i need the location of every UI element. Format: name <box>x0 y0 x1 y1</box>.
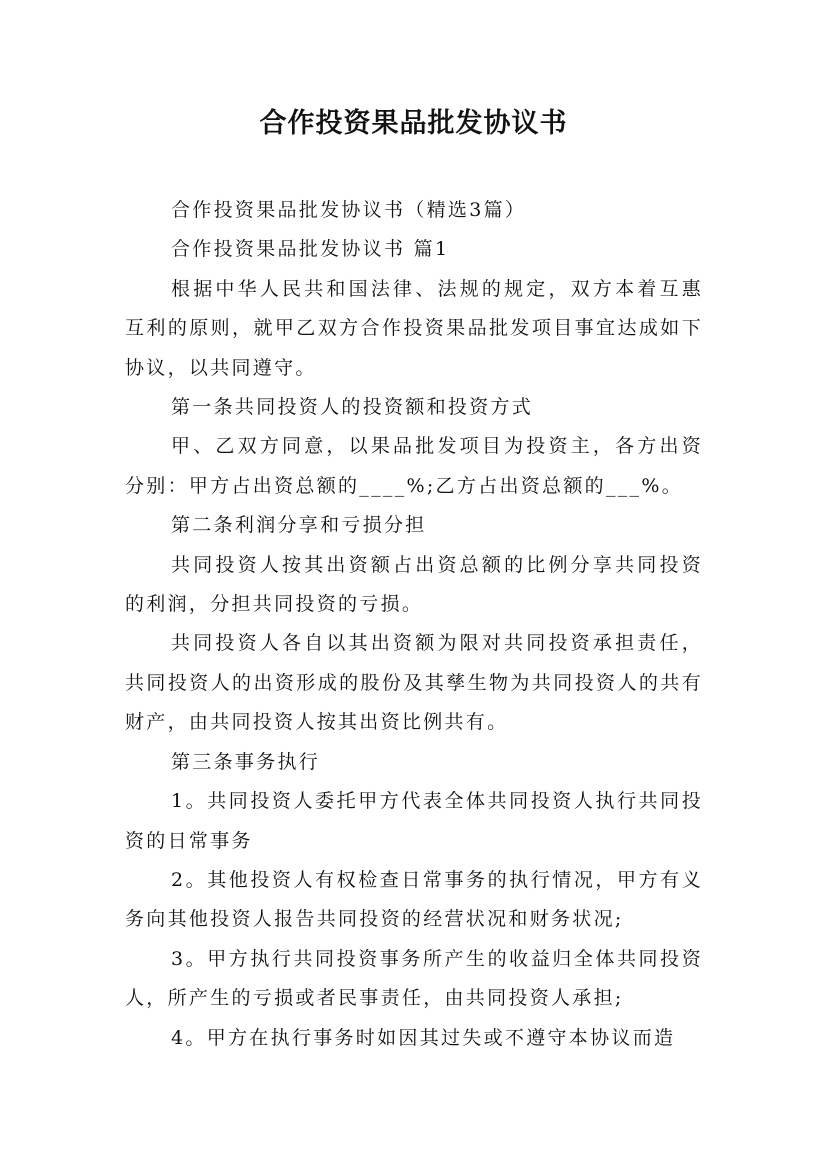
paragraph: 根据中华人民共和国法律、法规的规定，双方本着互惠互利的原则，就甲乙双方合作投资果品批发项目事宜达成如下协议，以共同遵守。 <box>125 277 703 379</box>
list-item: 3。甲方执行共同投资事务所产生的收益归全体共同投资人，所产生的亏损或者民事责任，由共同投资人承担; <box>125 947 703 1010</box>
paragraph-section-heading: 合作投资果品批发协议书 篇1 <box>171 238 450 261</box>
paragraph-subtitle: 合作投资果品批发协议书（精选3篇） <box>171 199 527 221</box>
list-item: 1。共同投资人委托甲方代表全体共同投资人执行共同投资的日常事务 <box>125 790 703 852</box>
list-item: 4。甲方在执行事务时如因其过失或不遵守本协议而造 <box>171 1026 676 1049</box>
paragraph: 共同投资人各自以其出资额为限对共同投资承担责任，共同投资人的出资形成的股份及其孳生物为共同投资人的共有财产，由共同投资人按其出资比例共有。 <box>125 632 703 734</box>
article-heading: 第三条事务执行 <box>171 750 321 773</box>
list-item: 2。其他投资人有权检查日常事务的执行情况，甲方有义务向其他投资人报告共同投资的经营状况和财务状况; <box>125 868 703 931</box>
paragraph: 共同投资人按其出资额占出资总额的比例分享共同投资的利润，分担共同投资的亏损。 <box>125 553 703 616</box>
article-heading: 第一条共同投资人的投资额和投资方式 <box>171 396 534 419</box>
article-heading: 第二条利润分享和亏损分担 <box>171 514 427 537</box>
document-title: 合作投资果品批发协议书 <box>259 108 568 139</box>
paragraph: 甲、乙双方同意，以果品批发项目为投资主，各方出资分别：甲方占出资总额的____%;乙方占出资总额的___%。 <box>125 435 703 497</box>
document-body <box>125 191 703 1058</box>
